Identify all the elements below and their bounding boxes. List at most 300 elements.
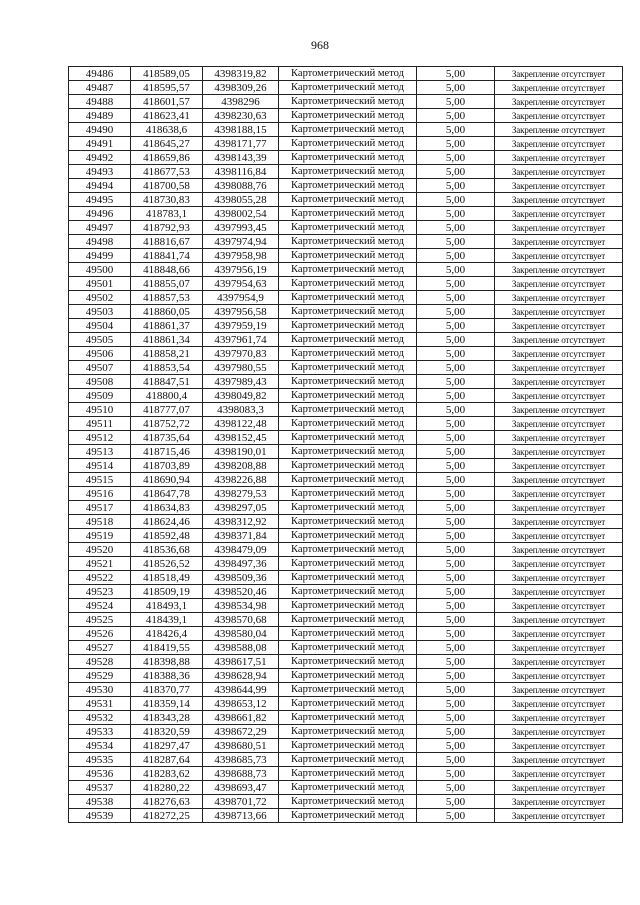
method-cell: Картометрический метод bbox=[279, 613, 417, 627]
point-number-cell: 49523 bbox=[69, 585, 131, 599]
accuracy-cell: 5,00 bbox=[417, 249, 495, 263]
accuracy-cell: 5,00 bbox=[417, 347, 495, 361]
y-coordinate-cell: 4397956,19 bbox=[203, 263, 279, 277]
method-cell: Картометрический метод bbox=[279, 627, 417, 641]
point-number-cell: 49516 bbox=[69, 487, 131, 501]
accuracy-cell: 5,00 bbox=[417, 291, 495, 305]
x-coordinate-cell: 418647,78 bbox=[131, 487, 203, 501]
table-row bbox=[69, 179, 623, 193]
point-number-cell: 49498 bbox=[69, 235, 131, 249]
accuracy-cell: 5,00 bbox=[417, 599, 495, 613]
x-coordinate-cell: 418287,64 bbox=[131, 753, 203, 767]
point-number-cell: 49518 bbox=[69, 515, 131, 529]
point-number-cell: 49535 bbox=[69, 753, 131, 767]
fixation-cell: Закрепление отсутствует bbox=[495, 809, 623, 823]
method-cell: Картометрический метод bbox=[279, 81, 417, 95]
accuracy-cell: 5,00 bbox=[417, 753, 495, 767]
x-coordinate-cell: 418735,64 bbox=[131, 431, 203, 445]
x-coordinate-cell: 418752,72 bbox=[131, 417, 203, 431]
fixation-cell: Закрепление отсутствует bbox=[495, 333, 623, 347]
accuracy-cell: 5,00 bbox=[417, 585, 495, 599]
y-coordinate-cell: 4398701,72 bbox=[203, 795, 279, 809]
method-cell: Картометрический метод bbox=[279, 753, 417, 767]
fixation-cell: Закрепление отсутствует bbox=[495, 249, 623, 263]
x-coordinate-cell: 418283,62 bbox=[131, 767, 203, 781]
fixation-cell: Закрепление отсутствует bbox=[495, 585, 623, 599]
method-cell: Картометрический метод bbox=[279, 767, 417, 781]
method-cell: Картометрический метод bbox=[279, 571, 417, 585]
table-row bbox=[69, 683, 623, 697]
fixation-cell: Закрепление отсутствует bbox=[495, 95, 623, 109]
table-row bbox=[69, 585, 623, 599]
coordinates-table bbox=[68, 66, 623, 823]
accuracy-cell: 5,00 bbox=[417, 221, 495, 235]
accuracy-cell: 5,00 bbox=[417, 641, 495, 655]
table-row bbox=[69, 263, 623, 277]
fixation-cell: Закрепление отсутствует bbox=[495, 67, 623, 81]
x-coordinate-cell: 418777,07 bbox=[131, 403, 203, 417]
y-coordinate-cell: 4398143,39 bbox=[203, 151, 279, 165]
point-number-cell: 49511 bbox=[69, 417, 131, 431]
y-coordinate-cell: 4398312,92 bbox=[203, 515, 279, 529]
x-coordinate-cell: 418509,19 bbox=[131, 585, 203, 599]
x-coordinate-cell: 418677,53 bbox=[131, 165, 203, 179]
point-number-cell: 49489 bbox=[69, 109, 131, 123]
table-row bbox=[69, 557, 623, 571]
x-coordinate-cell: 418536,68 bbox=[131, 543, 203, 557]
accuracy-cell: 5,00 bbox=[417, 655, 495, 669]
fixation-cell: Закрепление отсутствует bbox=[495, 291, 623, 305]
point-number-cell: 49524 bbox=[69, 599, 131, 613]
table-row bbox=[69, 613, 623, 627]
x-coordinate-cell: 418419,55 bbox=[131, 641, 203, 655]
fixation-cell: Закрепление отсутствует bbox=[495, 347, 623, 361]
table-row bbox=[69, 221, 623, 235]
fixation-cell: Закрепление отсутствует bbox=[495, 557, 623, 571]
method-cell: Картометрический метод bbox=[279, 165, 417, 179]
fixation-cell: Закрепление отсутствует bbox=[495, 613, 623, 627]
x-coordinate-cell: 418848,66 bbox=[131, 263, 203, 277]
point-number-cell: 49531 bbox=[69, 697, 131, 711]
fixation-cell: Закрепление отсутствует bbox=[495, 683, 623, 697]
table-row bbox=[69, 445, 623, 459]
accuracy-cell: 5,00 bbox=[417, 459, 495, 473]
fixation-cell: Закрепление отсутствует bbox=[495, 753, 623, 767]
y-coordinate-cell: 4398088,76 bbox=[203, 179, 279, 193]
point-number-cell: 49492 bbox=[69, 151, 131, 165]
accuracy-cell: 5,00 bbox=[417, 417, 495, 431]
method-cell: Картометрический метод bbox=[279, 263, 417, 277]
method-cell: Картометрический метод bbox=[279, 655, 417, 669]
x-coordinate-cell: 418860,05 bbox=[131, 305, 203, 319]
point-number-cell: 49487 bbox=[69, 81, 131, 95]
table-row bbox=[69, 389, 623, 403]
x-coordinate-cell: 418439,1 bbox=[131, 613, 203, 627]
method-cell: Картометрический метод bbox=[279, 417, 417, 431]
x-coordinate-cell: 418645,27 bbox=[131, 137, 203, 151]
point-number-cell: 49495 bbox=[69, 193, 131, 207]
method-cell: Картометрический метод bbox=[279, 529, 417, 543]
table-row bbox=[69, 361, 623, 375]
fixation-cell: Закрепление отсутствует bbox=[495, 417, 623, 431]
point-number-cell: 49507 bbox=[69, 361, 131, 375]
table-row bbox=[69, 249, 623, 263]
method-cell: Картометрический метод bbox=[279, 319, 417, 333]
method-cell: Картометрический метод bbox=[279, 711, 417, 725]
point-number-cell: 49499 bbox=[69, 249, 131, 263]
point-number-cell: 49522 bbox=[69, 571, 131, 585]
accuracy-cell: 5,00 bbox=[417, 473, 495, 487]
x-coordinate-cell: 418690,94 bbox=[131, 473, 203, 487]
point-number-cell: 49512 bbox=[69, 431, 131, 445]
fixation-cell: Закрепление отсутствует bbox=[495, 263, 623, 277]
y-coordinate-cell: 4398208,88 bbox=[203, 459, 279, 473]
accuracy-cell: 5,00 bbox=[417, 669, 495, 683]
accuracy-cell: 5,00 bbox=[417, 431, 495, 445]
y-coordinate-cell: 4398672,29 bbox=[203, 725, 279, 739]
fixation-cell: Закрепление отсутствует bbox=[495, 81, 623, 95]
y-coordinate-cell: 4398049,82 bbox=[203, 389, 279, 403]
accuracy-cell: 5,00 bbox=[417, 361, 495, 375]
y-coordinate-cell: 4398617,51 bbox=[203, 655, 279, 669]
method-cell: Картометрический метод bbox=[279, 207, 417, 221]
x-coordinate-cell: 418623,41 bbox=[131, 109, 203, 123]
fixation-cell: Закрепление отсутствует bbox=[495, 795, 623, 809]
x-coordinate-cell: 418700,58 bbox=[131, 179, 203, 193]
method-cell: Картометрический метод bbox=[279, 305, 417, 319]
method-cell: Картометрический метод bbox=[279, 67, 417, 81]
table-row bbox=[69, 515, 623, 529]
x-coordinate-cell: 418715,46 bbox=[131, 445, 203, 459]
table-row bbox=[69, 403, 623, 417]
accuracy-cell: 5,00 bbox=[417, 445, 495, 459]
x-coordinate-cell: 418853,54 bbox=[131, 361, 203, 375]
accuracy-cell: 5,00 bbox=[417, 67, 495, 81]
table-body bbox=[69, 67, 623, 823]
point-number-cell: 49526 bbox=[69, 627, 131, 641]
method-cell: Картометрический метод bbox=[279, 697, 417, 711]
fixation-cell: Закрепление отсутствует bbox=[495, 123, 623, 137]
accuracy-cell: 5,00 bbox=[417, 781, 495, 795]
accuracy-cell: 5,00 bbox=[417, 375, 495, 389]
y-coordinate-cell: 4398122,48 bbox=[203, 417, 279, 431]
accuracy-cell: 5,00 bbox=[417, 319, 495, 333]
fixation-cell: Закрепление отсутствует bbox=[495, 235, 623, 249]
point-number-cell: 49510 bbox=[69, 403, 131, 417]
table-row bbox=[69, 291, 623, 305]
table-row bbox=[69, 165, 623, 179]
accuracy-cell: 5,00 bbox=[417, 123, 495, 137]
fixation-cell: Закрепление отсутствует bbox=[495, 109, 623, 123]
fixation-cell: Закрепление отсутствует bbox=[495, 389, 623, 403]
y-coordinate-cell: 4398588,08 bbox=[203, 641, 279, 655]
table-row bbox=[69, 235, 623, 249]
fixation-cell: Закрепление отсутствует bbox=[495, 473, 623, 487]
y-coordinate-cell: 4397954,9 bbox=[203, 291, 279, 305]
accuracy-cell: 5,00 bbox=[417, 739, 495, 753]
point-number-cell: 49528 bbox=[69, 655, 131, 669]
accuracy-cell: 5,00 bbox=[417, 81, 495, 95]
method-cell: Картометрический метод bbox=[279, 347, 417, 361]
accuracy-cell: 5,00 bbox=[417, 151, 495, 165]
point-number-cell: 49486 bbox=[69, 67, 131, 81]
method-cell: Картометрический метод bbox=[279, 809, 417, 823]
point-number-cell: 49506 bbox=[69, 347, 131, 361]
table-row bbox=[69, 95, 623, 109]
table-row bbox=[69, 305, 623, 319]
method-cell: Картометрический метод bbox=[279, 725, 417, 739]
table-row bbox=[69, 459, 623, 473]
accuracy-cell: 5,00 bbox=[417, 305, 495, 319]
x-coordinate-cell: 418601,57 bbox=[131, 95, 203, 109]
point-number-cell: 49517 bbox=[69, 501, 131, 515]
x-coordinate-cell: 418526,52 bbox=[131, 557, 203, 571]
table-row bbox=[69, 571, 623, 585]
y-coordinate-cell: 4398190,01 bbox=[203, 445, 279, 459]
method-cell: Картометрический метод bbox=[279, 459, 417, 473]
method-cell: Картометрический метод bbox=[279, 585, 417, 599]
y-coordinate-cell: 4398628,94 bbox=[203, 669, 279, 683]
method-cell: Картометрический метод bbox=[279, 431, 417, 445]
point-number-cell: 49515 bbox=[69, 473, 131, 487]
y-coordinate-cell: 4398479,09 bbox=[203, 543, 279, 557]
method-cell: Картометрический метод bbox=[279, 249, 417, 263]
y-coordinate-cell: 4398055,28 bbox=[203, 193, 279, 207]
x-coordinate-cell: 418388,36 bbox=[131, 669, 203, 683]
y-coordinate-cell: 4397989,43 bbox=[203, 375, 279, 389]
point-number-cell: 49504 bbox=[69, 319, 131, 333]
table-row bbox=[69, 795, 623, 809]
fixation-cell: Закрепление отсутствует bbox=[495, 529, 623, 543]
table-row bbox=[69, 725, 623, 739]
accuracy-cell: 5,00 bbox=[417, 263, 495, 277]
method-cell: Картометрический метод bbox=[279, 361, 417, 375]
fixation-cell: Закрепление отсутствует bbox=[495, 725, 623, 739]
point-number-cell: 49505 bbox=[69, 333, 131, 347]
table-row bbox=[69, 487, 623, 501]
point-number-cell: 49527 bbox=[69, 641, 131, 655]
table-row bbox=[69, 375, 623, 389]
table-row bbox=[69, 501, 623, 515]
method-cell: Картометрический метод bbox=[279, 389, 417, 403]
method-cell: Картометрический метод bbox=[279, 641, 417, 655]
x-coordinate-cell: 418638,6 bbox=[131, 123, 203, 137]
fixation-cell: Закрепление отсутствует bbox=[495, 697, 623, 711]
y-coordinate-cell: 4398152,45 bbox=[203, 431, 279, 445]
table-row bbox=[69, 333, 623, 347]
accuracy-cell: 5,00 bbox=[417, 809, 495, 823]
method-cell: Картометрический метод bbox=[279, 795, 417, 809]
y-coordinate-cell: 4397970,83 bbox=[203, 347, 279, 361]
accuracy-cell: 5,00 bbox=[417, 137, 495, 151]
y-coordinate-cell: 4397980,55 bbox=[203, 361, 279, 375]
point-number-cell: 49537 bbox=[69, 781, 131, 795]
x-coordinate-cell: 418634,83 bbox=[131, 501, 203, 515]
page-number: 968 bbox=[311, 38, 329, 52]
table-row bbox=[69, 277, 623, 291]
fixation-cell: Закрепление отсутствует bbox=[495, 641, 623, 655]
y-coordinate-cell: 4398226,88 bbox=[203, 473, 279, 487]
method-cell: Картометрический метод bbox=[279, 543, 417, 557]
fixation-cell: Закрепление отсутствует bbox=[495, 221, 623, 235]
accuracy-cell: 5,00 bbox=[417, 333, 495, 347]
x-coordinate-cell: 418589,05 bbox=[131, 67, 203, 81]
table-row bbox=[69, 809, 623, 823]
table-row bbox=[69, 753, 623, 767]
y-coordinate-cell: 4398580,04 bbox=[203, 627, 279, 641]
table-row bbox=[69, 655, 623, 669]
x-coordinate-cell: 418730,83 bbox=[131, 193, 203, 207]
point-number-cell: 49500 bbox=[69, 263, 131, 277]
point-number-cell: 49539 bbox=[69, 809, 131, 823]
point-number-cell: 49519 bbox=[69, 529, 131, 543]
method-cell: Картометрический метод bbox=[279, 473, 417, 487]
accuracy-cell: 5,00 bbox=[417, 557, 495, 571]
y-coordinate-cell: 4398570,68 bbox=[203, 613, 279, 627]
accuracy-cell: 5,00 bbox=[417, 165, 495, 179]
y-coordinate-cell: 4398296 bbox=[203, 95, 279, 109]
fixation-cell: Закрепление отсутствует bbox=[495, 655, 623, 669]
y-coordinate-cell: 4398520,46 bbox=[203, 585, 279, 599]
fixation-cell: Закрепление отсутствует bbox=[495, 571, 623, 585]
fixation-cell: Закрепление отсутствует bbox=[495, 277, 623, 291]
fixation-cell: Закрепление отсутствует bbox=[495, 487, 623, 501]
point-number-cell: 49534 bbox=[69, 739, 131, 753]
x-coordinate-cell: 418858,21 bbox=[131, 347, 203, 361]
accuracy-cell: 5,00 bbox=[417, 529, 495, 543]
table-row bbox=[69, 473, 623, 487]
y-coordinate-cell: 4398297,05 bbox=[203, 501, 279, 515]
x-coordinate-cell: 418297,47 bbox=[131, 739, 203, 753]
accuracy-cell: 5,00 bbox=[417, 725, 495, 739]
table-row bbox=[69, 67, 623, 81]
y-coordinate-cell: 4397961,74 bbox=[203, 333, 279, 347]
accuracy-cell: 5,00 bbox=[417, 613, 495, 627]
point-number-cell: 49530 bbox=[69, 683, 131, 697]
accuracy-cell: 5,00 bbox=[417, 501, 495, 515]
point-number-cell: 49538 bbox=[69, 795, 131, 809]
y-coordinate-cell: 4398309,26 bbox=[203, 81, 279, 95]
y-coordinate-cell: 4398319,82 bbox=[203, 67, 279, 81]
y-coordinate-cell: 4398371,84 bbox=[203, 529, 279, 543]
point-number-cell: 49508 bbox=[69, 375, 131, 389]
table-row bbox=[69, 697, 623, 711]
y-coordinate-cell: 4398688,73 bbox=[203, 767, 279, 781]
x-coordinate-cell: 418857,53 bbox=[131, 291, 203, 305]
y-coordinate-cell: 4397974,94 bbox=[203, 235, 279, 249]
table-row bbox=[69, 529, 623, 543]
x-coordinate-cell: 418624,46 bbox=[131, 515, 203, 529]
point-number-cell: 49514 bbox=[69, 459, 131, 473]
x-coordinate-cell: 418426,4 bbox=[131, 627, 203, 641]
method-cell: Картометрический метод bbox=[279, 291, 417, 305]
method-cell: Картометрический метод bbox=[279, 137, 417, 151]
fixation-cell: Закрепление отсутствует bbox=[495, 459, 623, 473]
fixation-cell: Закрепление отсутствует bbox=[495, 599, 623, 613]
fixation-cell: Закрепление отсутствует bbox=[495, 627, 623, 641]
x-coordinate-cell: 418343,28 bbox=[131, 711, 203, 725]
x-coordinate-cell: 418493,1 bbox=[131, 599, 203, 613]
method-cell: Картометрический метод bbox=[279, 501, 417, 515]
fixation-cell: Закрепление отсутствует bbox=[495, 165, 623, 179]
accuracy-cell: 5,00 bbox=[417, 697, 495, 711]
method-cell: Картометрический метод bbox=[279, 221, 417, 235]
method-cell: Картометрический метод bbox=[279, 333, 417, 347]
table-row bbox=[69, 109, 623, 123]
table-row bbox=[69, 641, 623, 655]
table-row bbox=[69, 627, 623, 641]
method-cell: Картометрический метод bbox=[279, 599, 417, 613]
x-coordinate-cell: 418398,88 bbox=[131, 655, 203, 669]
y-coordinate-cell: 4397959,19 bbox=[203, 319, 279, 333]
point-number-cell: 49493 bbox=[69, 165, 131, 179]
accuracy-cell: 5,00 bbox=[417, 683, 495, 697]
accuracy-cell: 5,00 bbox=[417, 389, 495, 403]
table-row bbox=[69, 781, 623, 795]
y-coordinate-cell: 4398002,54 bbox=[203, 207, 279, 221]
point-number-cell: 49521 bbox=[69, 557, 131, 571]
accuracy-cell: 5,00 bbox=[417, 193, 495, 207]
x-coordinate-cell: 418847,51 bbox=[131, 375, 203, 389]
accuracy-cell: 5,00 bbox=[417, 403, 495, 417]
y-coordinate-cell: 4398116,84 bbox=[203, 165, 279, 179]
y-coordinate-cell: 4398171,77 bbox=[203, 137, 279, 151]
point-number-cell: 49533 bbox=[69, 725, 131, 739]
point-number-cell: 49490 bbox=[69, 123, 131, 137]
table-row bbox=[69, 711, 623, 725]
method-cell: Картометрический метод bbox=[279, 235, 417, 249]
table-row bbox=[69, 739, 623, 753]
y-coordinate-cell: 4398534,98 bbox=[203, 599, 279, 613]
fixation-cell: Закрепление отсутствует bbox=[495, 151, 623, 165]
method-cell: Картометрический метод bbox=[279, 487, 417, 501]
table-row bbox=[69, 431, 623, 445]
x-coordinate-cell: 418855,07 bbox=[131, 277, 203, 291]
table-row bbox=[69, 543, 623, 557]
x-coordinate-cell: 418370,77 bbox=[131, 683, 203, 697]
fixation-cell: Закрепление отсутствует bbox=[495, 515, 623, 529]
method-cell: Картометрический метод bbox=[279, 151, 417, 165]
x-coordinate-cell: 418592,48 bbox=[131, 529, 203, 543]
method-cell: Картометрический метод bbox=[279, 669, 417, 683]
y-coordinate-cell: 4398497,36 bbox=[203, 557, 279, 571]
accuracy-cell: 5,00 bbox=[417, 109, 495, 123]
method-cell: Картометрический метод bbox=[279, 445, 417, 459]
accuracy-cell: 5,00 bbox=[417, 277, 495, 291]
x-coordinate-cell: 418595,57 bbox=[131, 81, 203, 95]
fixation-cell: Закрепление отсутствует bbox=[495, 207, 623, 221]
fixation-cell: Закрепление отсутствует bbox=[495, 767, 623, 781]
point-number-cell: 49525 bbox=[69, 613, 131, 627]
fixation-cell: Закрепление отсутствует bbox=[495, 179, 623, 193]
table-row bbox=[69, 319, 623, 333]
method-cell: Картометрический метод bbox=[279, 123, 417, 137]
fixation-cell: Закрепление отсутствует bbox=[495, 739, 623, 753]
point-number-cell: 49520 bbox=[69, 543, 131, 557]
point-number-cell: 49494 bbox=[69, 179, 131, 193]
x-coordinate-cell: 418792,93 bbox=[131, 221, 203, 235]
y-coordinate-cell: 4397956,58 bbox=[203, 305, 279, 319]
x-coordinate-cell: 418272,25 bbox=[131, 809, 203, 823]
x-coordinate-cell: 418816,67 bbox=[131, 235, 203, 249]
x-coordinate-cell: 418320,59 bbox=[131, 725, 203, 739]
y-coordinate-cell: 4398680,51 bbox=[203, 739, 279, 753]
point-number-cell: 49497 bbox=[69, 221, 131, 235]
method-cell: Картометрический метод bbox=[279, 193, 417, 207]
accuracy-cell: 5,00 bbox=[417, 207, 495, 221]
fixation-cell: Закрепление отсутствует bbox=[495, 501, 623, 515]
y-coordinate-cell: 4398661,82 bbox=[203, 711, 279, 725]
